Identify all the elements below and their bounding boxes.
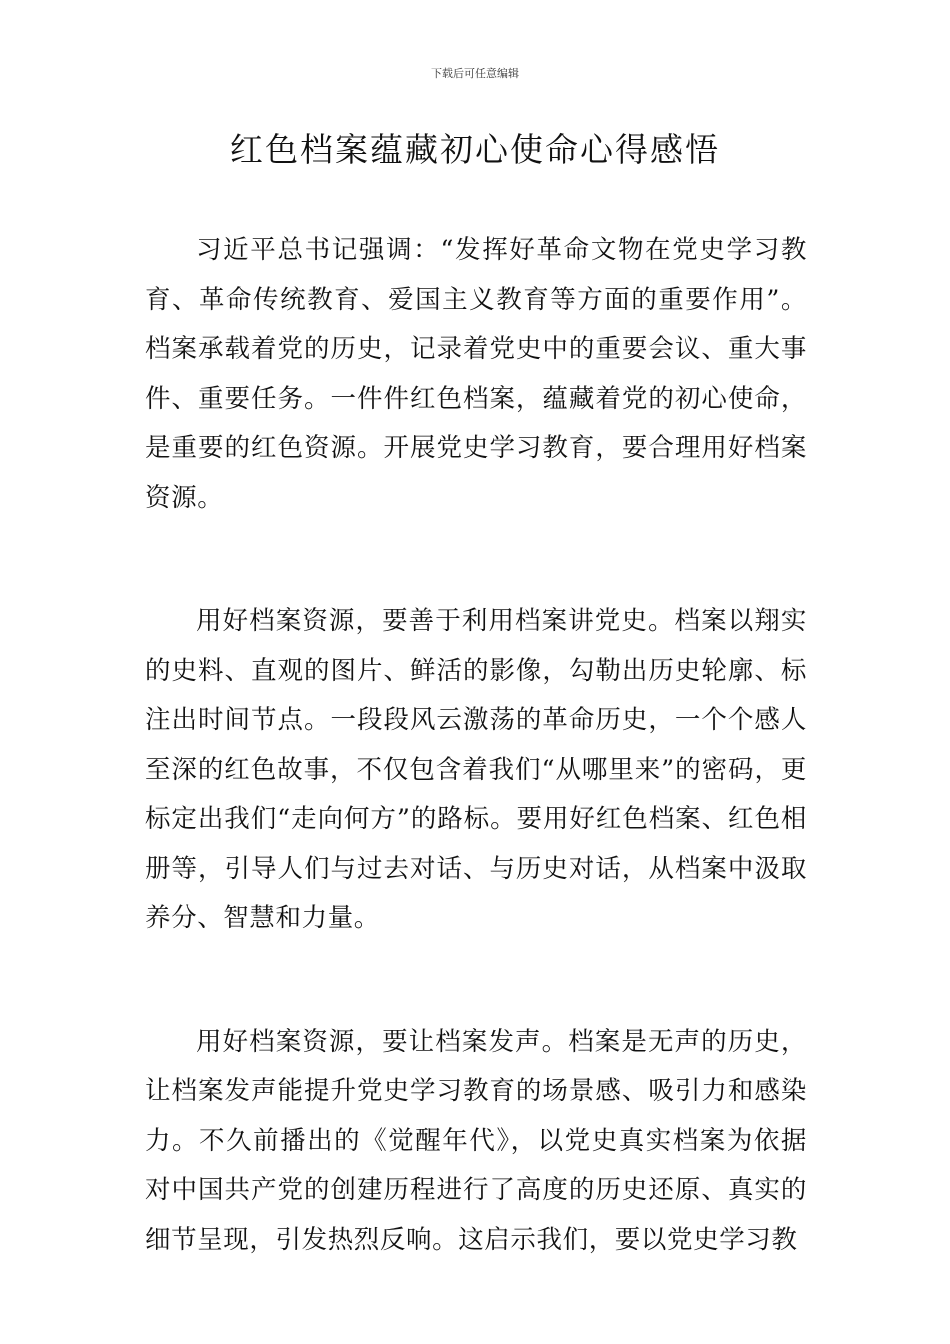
paragraph-1: 习近平总书记强调：“发挥好革命文物在党史学习教育、革命传统教育、爱国主义教育等方面的重要作用”。档案承载着党的历史，记录着党史中的重要会议、重大事件、重要任务。一件件红色档案，蕴藏着党的初心使命，是重要的红色资源。开展党史学习教育，要合理用好档案资源。 <box>145 235 807 513</box>
header-note: 下载后可任意编辑 <box>431 67 519 80</box>
paragraph-2: 用好档案资源，要善于利用档案讲党史。档案以翔实的史料、直观的图片、鲜活的影像，勾勒出历史轮廓、标注出时间节点。一段段风云激荡的革命历史，一个个感人至深的红色故事，不仅包含着我们“从哪里来”的密码，更标定出我们“走向何方”的路标。要用好红色档案、红色相册等，引导人们与过去对话、与历史对话，从档案中汲取养分、智慧和力量。 <box>145 606 807 933</box>
document-body <box>145 226 807 1339</box>
document-title: 红色档案蕴藏初心使命心得感悟 <box>230 130 720 169</box>
paragraph-3: 用好档案资源，要让档案发声。档案是无声的历史，让档案发声能提升党史学习教育的场景感、吸引力和感染力。不久前播出的《觉醒年代》，以党史真实档案为依据对中国共产党的创建历程进行了高度的历史还原、真实的细节呈现，引发热烈反响。这启示我们，要以党史学习教 <box>145 1026 807 1255</box>
